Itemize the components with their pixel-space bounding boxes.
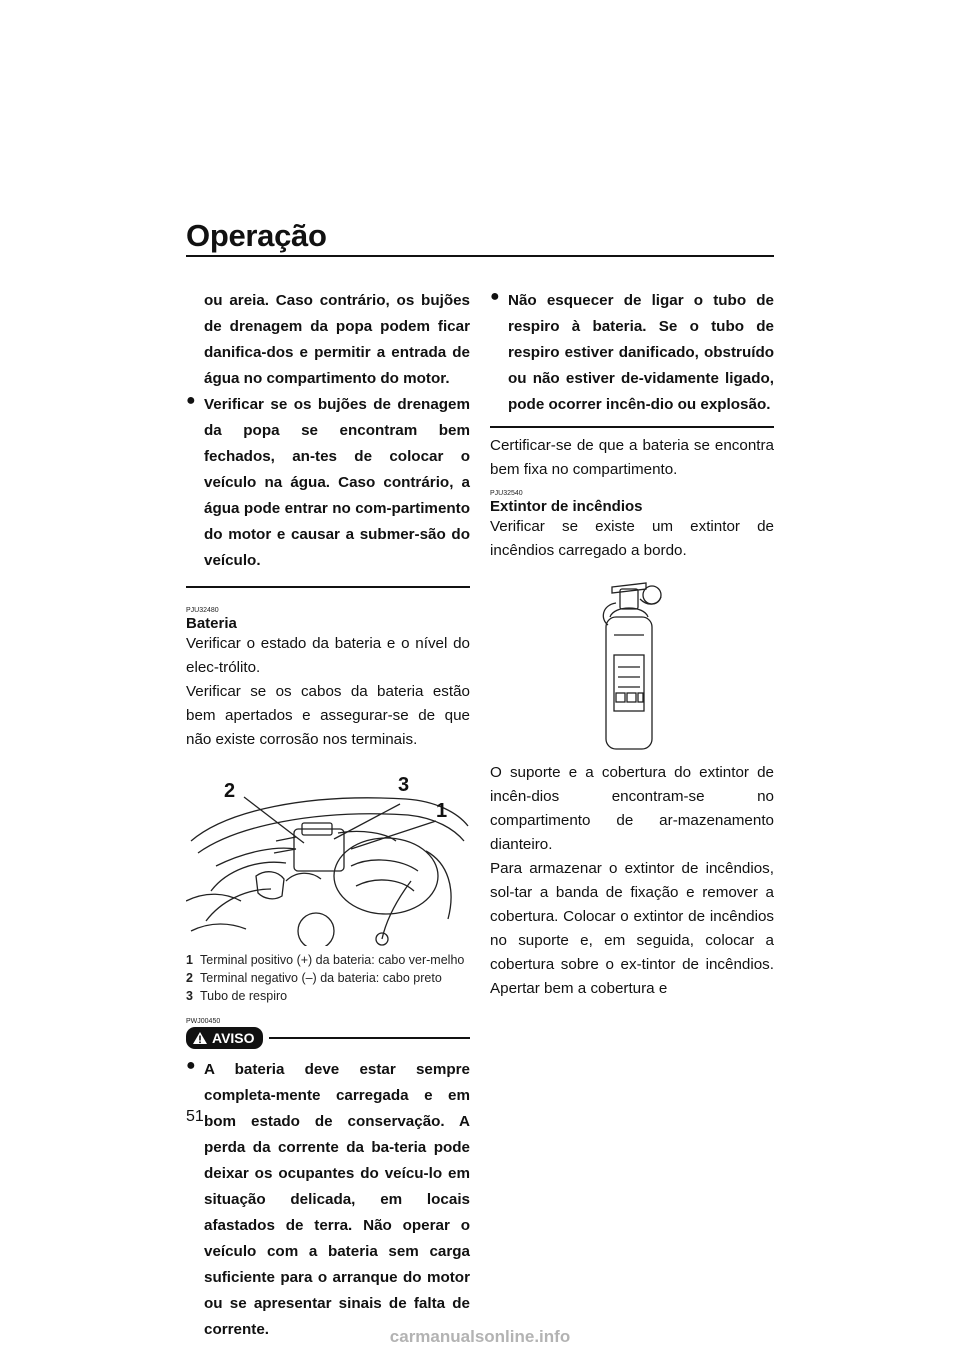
- warning-header: [186, 1027, 470, 1049]
- fire-extinguisher-illustration: [490, 575, 774, 755]
- extinguisher-paragraph-2: O suporte e a cobertura do extintor de incên-dios encontram-se no compartimento de ar-mazenamento dianteiro.: [490, 764, 774, 853]
- bullet-icon: ●: [490, 288, 500, 305]
- extinguisher-figure: [490, 575, 774, 755]
- extinguisher-code: PJU32540: [490, 490, 523, 497]
- watermark-link[interactable]: carmanualsonline.info: [389, 1327, 571, 1346]
- page-number: 51: [186, 1108, 204, 1125]
- warning-end-rule: [186, 586, 470, 588]
- warning-code: PWJ00450: [186, 1018, 221, 1025]
- page-title: Operação: [186, 218, 327, 253]
- extinguisher-paragraph-3: Para armazenar o extintor de incêndios, sol-tar a banda de fixação e remover a cobertura. Colocar o extintor de incêndios no suporte e, em seguida, colocar a cobertura sobre o ex-tintor de incêndios. Apertar bem a cobertura e: [490, 860, 774, 997]
- battery-fixed-paragraph: Certificar-se de que a bateria se encontra bem fixa no compartimento.: [490, 437, 774, 478]
- battery-illustration: [186, 771, 470, 946]
- caption-2: 2 Terminal negativo (–) da bateria: cabo preto: [186, 971, 442, 985]
- drain-plug-bullet-text: Verificar se os bujões de drenagem da popa se encontram bem fechados, an-tes de colocar o veículo na água. Caso contrário, a água pode entrar no com-partimento do motor e causar a submer-são do veículo.: [204, 396, 470, 569]
- vent-tube-warning-text: Não esquecer de ligar o tubo de respiro à bateria. Se o tubo de respiro estiver danificado, obstruído ou não estiver de-vidamente ligado, pode ocorrer incên-dio ou explosão.: [508, 292, 774, 413]
- battery-figure: [186, 771, 470, 946]
- battery-warning-text: A bateria deve estar sempre completa-mente carregada e em bom estado de conservação. A perda da corrente da ba-teria pode deixar os ocupantes do veícu-lo em situação delicada, em locais afastados de terra. Não operar o veículo com a bateria sem carga suficiente para o arranque do motor ou se apresentar sinais de falta de corrente.: [204, 1061, 470, 1338]
- caption-3: 3 Tubo de respiro: [186, 989, 288, 1003]
- battery-heading: Bateria: [186, 615, 237, 632]
- battery-warning-bullet: [186, 1057, 470, 1343]
- warning-triangle-icon: [192, 1031, 208, 1045]
- battery-code: PJU32480: [186, 607, 219, 614]
- aviso-label: AVISO: [212, 1030, 255, 1046]
- bullet-icon: ●: [186, 392, 196, 409]
- drain-plug-bullet: [186, 392, 470, 574]
- battery-paragraph-2: Verificar se os cabos da bateria estão bem apertados e assegurar-se de que não existe corrosão nos terminais.: [186, 683, 470, 748]
- callout-2: 2: [224, 780, 236, 802]
- aviso-badge: [186, 1027, 263, 1049]
- caption-1: 1 Terminal positivo (+) da bateria: cabo ver-melho: [186, 953, 465, 967]
- figure-captions: [186, 953, 470, 1004]
- callout-3: 3: [398, 774, 410, 796]
- extinguisher-heading: Extintor de incêndios: [490, 498, 643, 515]
- vent-tube-bullet: [490, 288, 774, 418]
- drain-plug-warning-continuation: ou areia. Caso contrário, os bujões de drenagem da popa podem ficar danifica-dos e permitir a entrada de água no compartimento do motor.: [204, 292, 470, 387]
- battery-paragraph-1: Verificar o estado da bateria e o nível do elec-trólito.: [186, 635, 470, 676]
- warning-end-rule: [490, 426, 774, 428]
- bullet-icon: ●: [186, 1057, 196, 1074]
- callout-1: 1: [436, 800, 448, 822]
- left-column: [186, 288, 470, 1343]
- right-column: [490, 288, 774, 1001]
- header-rule: [186, 255, 774, 257]
- warning-header-rule: [269, 1037, 470, 1039]
- extinguisher-paragraph-1: Verificar se existe um extintor de incêndios carregado a bordo.: [490, 518, 774, 559]
